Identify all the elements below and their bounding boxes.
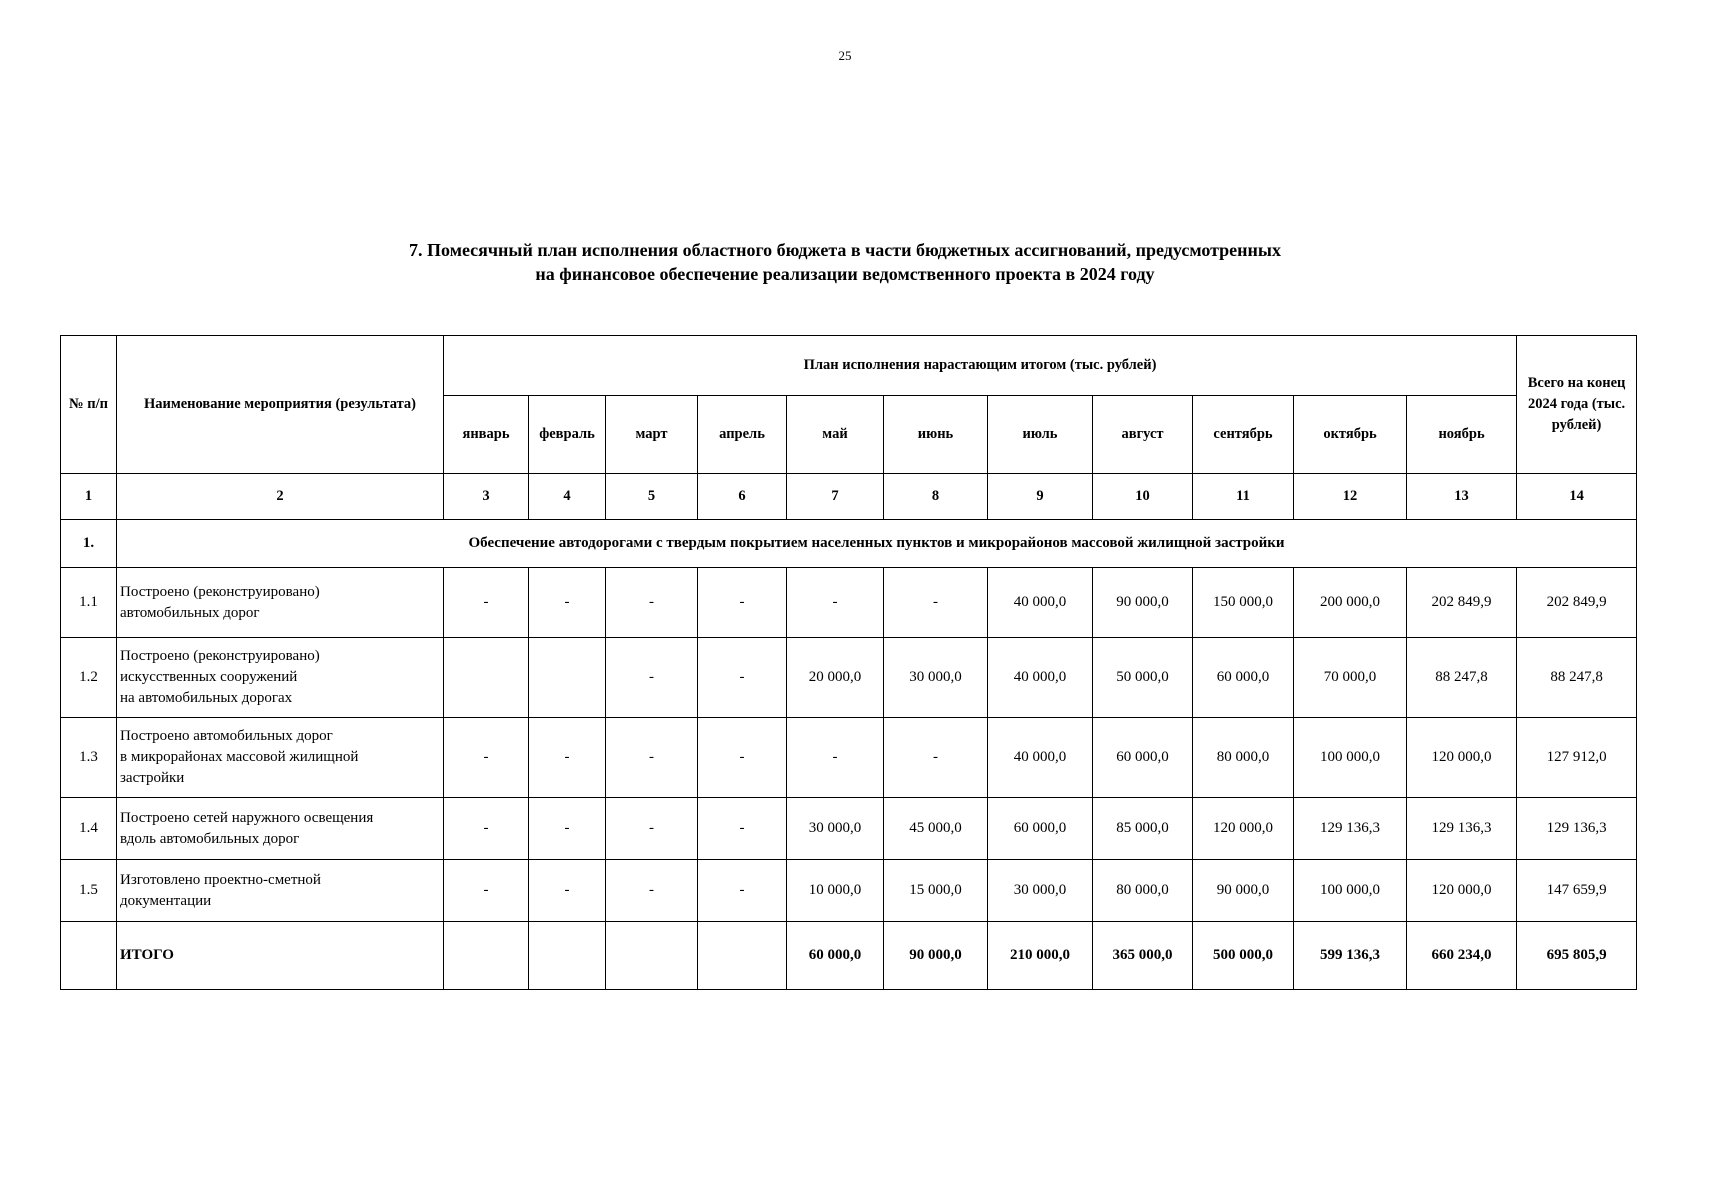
section-number: 1. (61, 520, 117, 568)
row-number: 1.4 (61, 798, 117, 860)
header-month: июль (988, 396, 1093, 474)
index-cell: 10 (1093, 474, 1193, 520)
total-value-cell (606, 922, 698, 990)
value-cell: - (787, 718, 884, 798)
header-month: ноябрь (1407, 396, 1517, 474)
value-cell: 40 000,0 (988, 718, 1093, 798)
value-cell: 120 000,0 (1407, 860, 1517, 922)
total-value-cell (698, 922, 787, 990)
value-cell: - (529, 798, 606, 860)
index-cell: 7 (787, 474, 884, 520)
page-number: 25 (838, 48, 852, 63)
total-value-cell: 599 136,3 (1294, 922, 1407, 990)
total-value-cell: 500 000,0 (1193, 922, 1294, 990)
index-cell: 11 (1193, 474, 1294, 520)
total-value-cell: 90 000,0 (884, 922, 988, 990)
value-cell: - (698, 798, 787, 860)
table-index-row (61, 474, 1637, 520)
row-name (117, 798, 444, 860)
index-cell: 12 (1294, 474, 1407, 520)
value-cell: - (444, 798, 529, 860)
value-cell: - (606, 798, 698, 860)
row-name-text: Построено (реконструировано) искусственных сооружений на автомобильных дорогах (120, 648, 320, 706)
header-month: июнь (884, 396, 988, 474)
index-cell: 8 (884, 474, 988, 520)
value-cell: - (529, 718, 606, 798)
row-number: 1.3 (61, 718, 117, 798)
value-cell: 150 000,0 (1193, 568, 1294, 638)
value-cell: 80 000,0 (1093, 860, 1193, 922)
page-title-line-2: на финансовое обеспечение реализации ведомственного проекта в 2024 году (535, 264, 1155, 284)
value-cell: 30 000,0 (988, 860, 1093, 922)
index-cell: 9 (988, 474, 1093, 520)
index-cell: 5 (606, 474, 698, 520)
index-cell: 2 (117, 474, 444, 520)
row-name (117, 638, 444, 718)
table-header-row (61, 336, 1637, 396)
row-name-text: Построено автомобильных дорог в микрорайонах массовой жилищной застройки (120, 728, 359, 786)
row-number: 1.2 (61, 638, 117, 718)
value-cell: - (444, 718, 529, 798)
value-cell: - (884, 718, 988, 798)
value-cell: - (606, 568, 698, 638)
row-total: 202 849,9 (1517, 568, 1637, 638)
value-cell: 100 000,0 (1294, 718, 1407, 798)
value-cell: - (698, 860, 787, 922)
header-month: август (1093, 396, 1193, 474)
value-cell: - (606, 718, 698, 798)
grand-total: 695 805,9 (1517, 922, 1637, 990)
value-cell: - (444, 860, 529, 922)
index-cell: 3 (444, 474, 529, 520)
table-row (61, 718, 1637, 798)
row-name-text: Построено сетей наружного освещения вдоль автомобильных дорог (120, 809, 374, 847)
total-label: ИТОГО (117, 922, 444, 990)
value-cell: 40 000,0 (988, 638, 1093, 718)
index-cell: 6 (698, 474, 787, 520)
value-cell: 120 000,0 (1193, 798, 1294, 860)
total-row-number (61, 922, 117, 990)
value-cell: 45 000,0 (884, 798, 988, 860)
value-cell: 129 136,3 (1294, 798, 1407, 860)
value-cell: 202 849,9 (1407, 568, 1517, 638)
value-cell: 88 247,8 (1407, 638, 1517, 718)
value-cell (529, 638, 606, 718)
value-cell (444, 638, 529, 718)
header-month: май (787, 396, 884, 474)
header-month: октябрь (1294, 396, 1407, 474)
value-cell: 90 000,0 (1193, 860, 1294, 922)
value-cell: 85 000,0 (1093, 798, 1193, 860)
header-name: Наименование мероприятия (результата) (117, 336, 444, 474)
budget-plan-table (60, 335, 1637, 990)
value-cell: 120 000,0 (1407, 718, 1517, 798)
value-cell: 90 000,0 (1093, 568, 1193, 638)
index-cell: 13 (1407, 474, 1517, 520)
header-month: сентябрь (1193, 396, 1294, 474)
value-cell: - (884, 568, 988, 638)
total-value-cell: 210 000,0 (988, 922, 1093, 990)
value-cell: 70 000,0 (1294, 638, 1407, 718)
total-row (61, 922, 1637, 990)
value-cell: - (606, 638, 698, 718)
page-title-line-1: 7. Помесячный план исполнения областного бюджета в части бюджетных ассигнований, предусмотренных (409, 240, 1281, 260)
value-cell: 15 000,0 (884, 860, 988, 922)
value-cell: 30 000,0 (787, 798, 884, 860)
value-cell: 40 000,0 (988, 568, 1093, 638)
row-name (117, 718, 444, 798)
value-cell: - (529, 568, 606, 638)
value-cell: 129 136,3 (1407, 798, 1517, 860)
header-total: Всего на конец 2024 года (тыс. рублей) (1517, 336, 1637, 474)
header-month: апрель (698, 396, 787, 474)
total-value-cell: 660 234,0 (1407, 922, 1517, 990)
row-name (117, 860, 444, 922)
value-cell: - (698, 568, 787, 638)
value-cell: 80 000,0 (1193, 718, 1294, 798)
value-cell: 60 000,0 (988, 798, 1093, 860)
row-total: 88 247,8 (1517, 638, 1637, 718)
table-row (61, 638, 1637, 718)
total-value-cell: 365 000,0 (1093, 922, 1193, 990)
header-no: № п/п (61, 336, 117, 474)
value-cell: - (698, 638, 787, 718)
total-value-cell (529, 922, 606, 990)
value-cell: 200 000,0 (1294, 568, 1407, 638)
page-title (0, 238, 1690, 286)
row-total: 127 912,0 (1517, 718, 1637, 798)
value-cell: - (529, 860, 606, 922)
table-row (61, 568, 1637, 638)
table-row (61, 860, 1637, 922)
row-number: 1.1 (61, 568, 117, 638)
value-cell: - (444, 568, 529, 638)
header-month: февраль (529, 396, 606, 474)
row-name (117, 568, 444, 638)
header-plan: План исполнения нарастающим итогом (тыс. рублей) (444, 336, 1517, 396)
total-value-cell: 60 000,0 (787, 922, 884, 990)
value-cell: - (606, 860, 698, 922)
index-cell: 14 (1517, 474, 1637, 520)
row-total: 147 659,9 (1517, 860, 1637, 922)
value-cell: 20 000,0 (787, 638, 884, 718)
row-total: 129 136,3 (1517, 798, 1637, 860)
header-month: март (606, 396, 698, 474)
section-row (61, 520, 1637, 568)
row-name-text: Построено (реконструировано) автомобильных дорог (120, 583, 320, 621)
value-cell: 50 000,0 (1093, 638, 1193, 718)
value-cell: 60 000,0 (1193, 638, 1294, 718)
value-cell: - (787, 568, 884, 638)
row-name-text: Изготовлено проектно-сметной документации (120, 871, 321, 909)
value-cell: 100 000,0 (1294, 860, 1407, 922)
row-number: 1.5 (61, 860, 117, 922)
value-cell: 30 000,0 (884, 638, 988, 718)
header-month: январь (444, 396, 529, 474)
total-value-cell (444, 922, 529, 990)
index-cell: 4 (529, 474, 606, 520)
section-title: Обеспечение автодорогами с твердым покрытием населенных пунктов и микрорайонов массовой жилищной застройки (117, 520, 1637, 568)
value-cell: 60 000,0 (1093, 718, 1193, 798)
value-cell: 10 000,0 (787, 860, 884, 922)
table-row (61, 798, 1637, 860)
value-cell: - (698, 718, 787, 798)
index-cell: 1 (61, 474, 117, 520)
